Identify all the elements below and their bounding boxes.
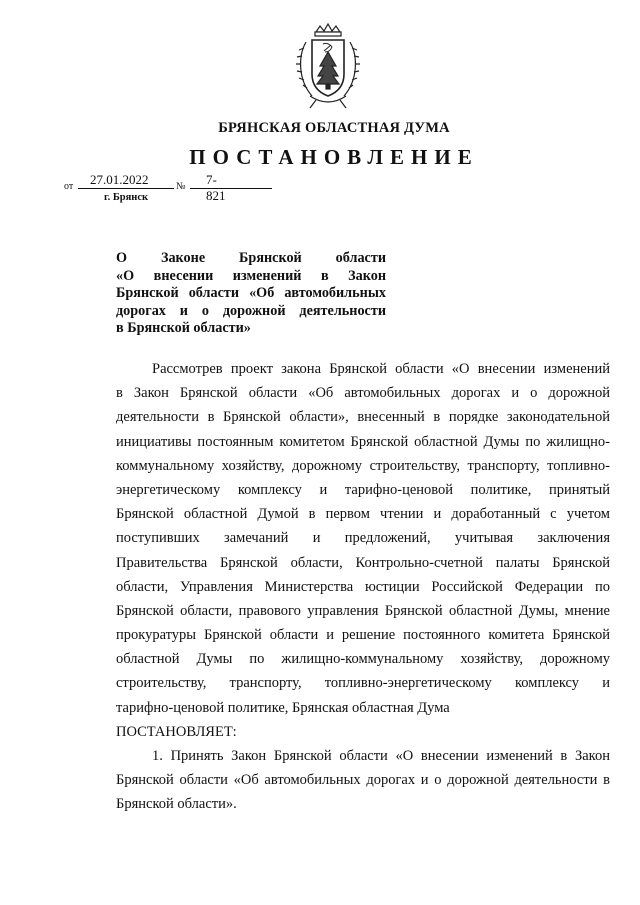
item-line: 1. Принять Закон Брянской области «О внесении изменений в Закон xyxy=(152,748,610,764)
paragraph-line: Брянской области, правового управления Брянской областной Думы, мнение xyxy=(116,602,610,619)
resolves-heading: ПОСТАНОВЛЯЕТ: xyxy=(116,723,237,740)
paragraph-line: энергетическому комплексу и тарифно-ценовой политике, принятый xyxy=(116,481,610,498)
bryansk-coat-of-arms-emblem xyxy=(292,22,364,110)
paragraph-line: поступивших замечаний и предложений, учитывая заключения xyxy=(116,530,610,547)
paragraph-line: строительству, транспорту, топливно-энергетическому комплексу и xyxy=(116,675,610,692)
subject-line: Брянской области «Об автомобильных xyxy=(116,285,386,302)
paragraph-line: Рассмотрев проект закона Брянской области «О внесении изменений xyxy=(152,361,610,377)
paragraph-line: области, Управления Министерства юстиции Российской Федерации по xyxy=(116,578,610,595)
subject-line: в Брянской области» xyxy=(116,320,251,337)
paragraph-line: коммунальному хозяйству, дорожному строительству, транспорту, топливно- xyxy=(116,457,610,474)
subject-line: О Законе Брянской области xyxy=(116,250,386,266)
paragraph-line: Правительства Брянской области, Контрольно-счетной палаты Брянской xyxy=(116,554,610,571)
document-number: 7-821 xyxy=(206,172,226,203)
paragraph-line: прокуратуры Брянской области и решение постоянного комитета Брянской xyxy=(116,627,610,644)
number-underline xyxy=(190,172,272,189)
subject-line: «О внесении изменений в Закон xyxy=(116,267,386,284)
city-name: г. Брянск xyxy=(104,192,149,203)
item-line: Брянской области «Об автомобильных дорогах и о дорожной деятельности в xyxy=(116,772,610,789)
document-subject xyxy=(116,250,386,338)
paragraph-line: инициативы постоянным комитетом Брянской областной Думы по жилищно- xyxy=(116,433,610,450)
paragraph-line: областной Думы по жилищно-коммунальному хозяйству, дорожному xyxy=(116,651,610,668)
date-label: от xyxy=(64,181,74,192)
organization-name: БРЯНСКАЯ ОБЛАСТНАЯ ДУМА xyxy=(218,120,450,136)
number-label: № xyxy=(176,181,186,192)
document-type-title: ПОСТАНОВЛЕНИЕ xyxy=(189,145,479,169)
item-line: Брянской области». xyxy=(116,796,237,813)
subject-line: дорогах и о дорожной деятельности xyxy=(116,302,386,319)
paragraph-line: в Закон Брянской области «Об автомобильных дорогах и о дорожной xyxy=(116,385,610,402)
document-date: 27.01.2022 xyxy=(90,172,149,187)
paragraph-line: тарифно-ценовой политике, Брянская областная Дума xyxy=(116,699,450,716)
preamble-paragraph xyxy=(116,357,610,817)
paragraph-line: Брянской областной Думой в первом чтении и доработанный с учетом xyxy=(116,506,610,523)
paragraph-line: деятельности в Брянской области», внесенный в порядке законодательной xyxy=(116,409,610,426)
